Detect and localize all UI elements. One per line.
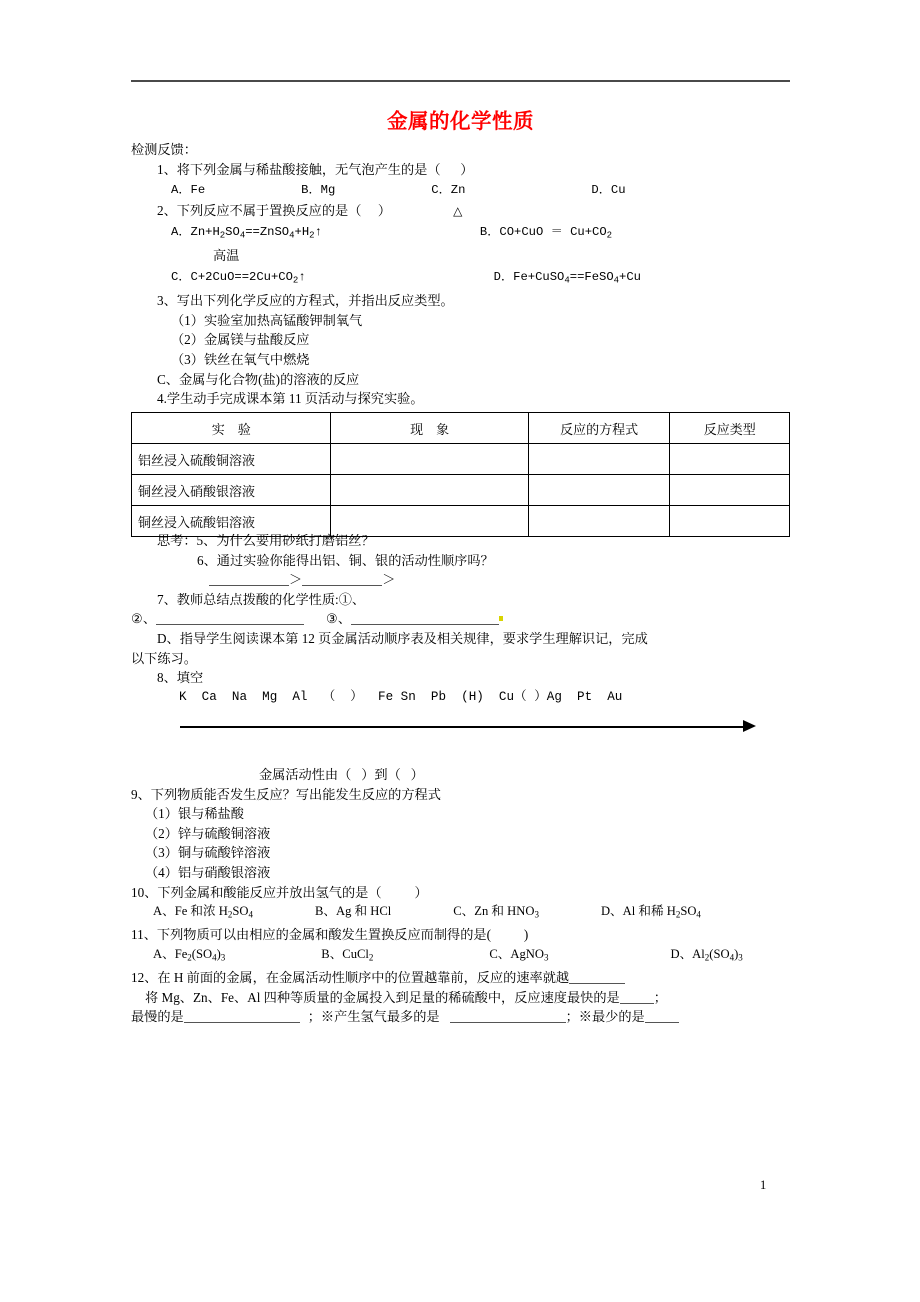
q10-option-d: D、Al 和稀 $H_2SO_4$ xyxy=(600,904,701,920)
q11-option-a: A、$Fe_2(SO_4)_3$ xyxy=(153,946,226,963)
q11-option-b: B、CuCl$_2$ xyxy=(321,946,374,963)
question-9-item-3: （3）铜与硫酸锌溶液 xyxy=(145,845,271,861)
table-cell-experiment: 铝丝浸入硫酸铜溶液 xyxy=(132,444,331,475)
q1-option-b: B．Mg xyxy=(301,183,336,198)
q2-option-c: C．$C+2CuO==2Cu+CO_2↑$ xyxy=(171,270,306,286)
answer-blank[interactable] xyxy=(645,1009,679,1023)
question-1-options xyxy=(131,179,793,201)
question-8-stem: 8、填空 xyxy=(157,670,204,686)
answer-blank[interactable] xyxy=(209,572,289,586)
answer-blank[interactable] xyxy=(184,1009,300,1023)
q12-text-3a: 最慢的是 xyxy=(131,1009,184,1025)
q7-marker-3: ③、 xyxy=(326,611,352,627)
arrow-head-icon xyxy=(743,720,756,732)
table-header-phenomenon: 现 象 xyxy=(331,413,528,444)
greater-than-1: ＞ xyxy=(289,572,303,588)
question-1-stem: 1、将下列金属与稀盐酸接触，无气泡产生的是（ ） xyxy=(157,161,474,177)
answer-blank[interactable] xyxy=(450,1009,566,1023)
intro-line: 检测反馈： xyxy=(131,142,197,157)
greater-than-2: ＞ xyxy=(382,572,396,588)
table-cell-equation[interactable] xyxy=(528,475,670,506)
document-body xyxy=(131,140,793,409)
question-5-line: 思考：5、为什么要用砂纸打磨铝丝？ xyxy=(157,533,375,548)
q1-option-d: D．Cu xyxy=(591,183,626,198)
table-cell-reaction-type[interactable] xyxy=(670,444,790,475)
question-3-stem: 3、写出下列化学反应的方程式，并指出反应类型。 xyxy=(157,293,454,309)
question-6-answer-blanks xyxy=(131,570,793,590)
table-cell-equation[interactable] xyxy=(528,444,670,475)
table-cell-reaction-type[interactable] xyxy=(670,475,790,506)
q11-option-c: C、AgNO$_3$ xyxy=(489,946,549,963)
document-body-2 xyxy=(131,531,793,707)
answer-blank[interactable] xyxy=(351,611,499,625)
q12-text-2: 将 Mg、Zn、Fe、Al 四种等质量的金属投入到足量的稀硫酸中，反应速度最快的是 xyxy=(145,989,620,1005)
table-row xyxy=(132,475,790,506)
table-cell-experiment: 铜丝浸入硝酸银溶液 xyxy=(132,475,331,506)
table-header-equation: 反应的方程式 xyxy=(528,413,670,444)
question-12-line-1 xyxy=(131,968,793,988)
question-3-item-1: （1）实验室加热高锰酸钾制氧气 xyxy=(171,312,363,328)
document-body-3 xyxy=(131,765,793,1027)
question-12-line-3 xyxy=(131,1007,793,1027)
question-2-stem xyxy=(131,201,793,222)
q1-option-c: C．Zn xyxy=(431,183,466,198)
q2-option-a: A．$Zn+H_2SO_4==ZnSO_4+H_2↑$ xyxy=(171,225,322,241)
table-header-reaction-type: 反应类型 xyxy=(670,413,790,444)
table-cell-phenomenon[interactable] xyxy=(331,444,528,475)
header-rule xyxy=(131,80,790,82)
question-4-stem: 4.学生动手完成课本第 11 页活动与探究实验。 xyxy=(157,391,424,407)
question-7-line-2 xyxy=(131,609,793,629)
q2-stem-text: 2、下列反应不属于置换反应的是（ ） xyxy=(157,202,392,218)
q12-text-3c: ；※最少的是 xyxy=(565,1009,645,1025)
question-7-line-1: 7、教师总结点拨酸的化学性质:①、 xyxy=(157,591,366,607)
triangle-condition-symbol: △ xyxy=(453,203,463,218)
answer-blank[interactable] xyxy=(620,990,654,1004)
q11-option-d: D、$Al_2(SO_4)_3$ xyxy=(670,946,743,963)
answer-blank[interactable] xyxy=(156,611,304,625)
question-2-condition-hot: 高温 xyxy=(213,248,240,264)
section-d-line-2: 以下练习。 xyxy=(131,650,197,666)
activity-direction-arrow xyxy=(180,719,770,735)
question-12-line-2 xyxy=(131,988,793,1008)
q2-option-b: B．$CO+CuO = Cu+CO_2$ xyxy=(479,225,613,241)
table-header-row xyxy=(132,413,790,444)
section-d-line-1: D、指导学生阅读课本第 12 页金属活动顺序表及相关规律，要求学生理解识记，完成 xyxy=(157,630,648,646)
question-9-item-2: （2）锌与硫酸铜溶液 xyxy=(145,825,271,841)
answer-blank[interactable] xyxy=(569,970,625,984)
question-2-options-cd xyxy=(131,266,793,291)
q12-text-1: 12、在 H 前面的金属，在金属活动性顺序中的位置越靠前，反应的速率就越 xyxy=(131,969,570,985)
table-cell-experiment: 铜丝浸入硫酸铝溶液 xyxy=(132,506,331,537)
table-row xyxy=(132,444,790,475)
page-number: 1 xyxy=(760,1178,767,1192)
metal-activity-series: K Ca Na Mg Al （ ） Fe Sn Pb (H) Cu（ ）Ag Pt Au xyxy=(179,689,623,704)
section-c-heading: C、金属与化合物(盐)的溶液的反应 xyxy=(157,371,360,387)
q12-semicolon: ； xyxy=(653,989,667,1005)
experiment-table xyxy=(131,412,790,537)
question-2-options-ab xyxy=(131,221,793,246)
arrow-line xyxy=(180,726,747,728)
highlight-mark xyxy=(499,616,503,621)
question-9-item-1: （1）银与稀盐酸 xyxy=(145,806,244,822)
answer-blank[interactable] xyxy=(302,572,382,586)
question-3-item-2: （2）金属镁与盐酸反应 xyxy=(171,332,310,348)
q10-option-b: B、Ag 和 HCl xyxy=(314,904,392,919)
activity-series-caption: 金属活动性由（ ）到（ ） xyxy=(259,767,424,782)
page-title: 金属的化学性质 xyxy=(387,109,534,133)
q2-option-d: D．Fe+CuSO$_4$==FeSO$_4$+Cu xyxy=(493,270,641,286)
q1-option-a: A．Fe xyxy=(171,183,206,198)
table-header-experiment: 实 验 xyxy=(132,413,331,444)
q12-text-3b: ；※产生氢气最多的是 xyxy=(307,1009,440,1025)
question-3-item-3: （3）铁丝在氧气中燃烧 xyxy=(171,351,310,367)
question-9-item-4: （4）铝与硝酸银溶液 xyxy=(145,864,271,880)
q7-marker-2: ②、 xyxy=(131,611,157,627)
q10-option-c: C、Zn 和 $HNO_3$ xyxy=(453,904,539,920)
q10-option-a: A、Fe 和浓 $H_2SO_4$ xyxy=(153,904,253,920)
question-11-stem: 11、下列物质可以由相应的金属和酸发生置换反应而制得的是( ) xyxy=(131,927,529,943)
question-11-options xyxy=(131,945,793,968)
question-10-options xyxy=(131,902,793,925)
question-6-line: 6、通过实验你能得出铝、铜、银的活动性顺序吗？ xyxy=(197,552,494,568)
question-10-stem: 10、下列金属和酸能反应并放出氢气的是（ ） xyxy=(131,884,428,900)
question-9-stem: 9、下列物质能否发生反应？写出能发生反应的方程式 xyxy=(131,786,441,802)
table-cell-phenomenon[interactable] xyxy=(331,475,528,506)
